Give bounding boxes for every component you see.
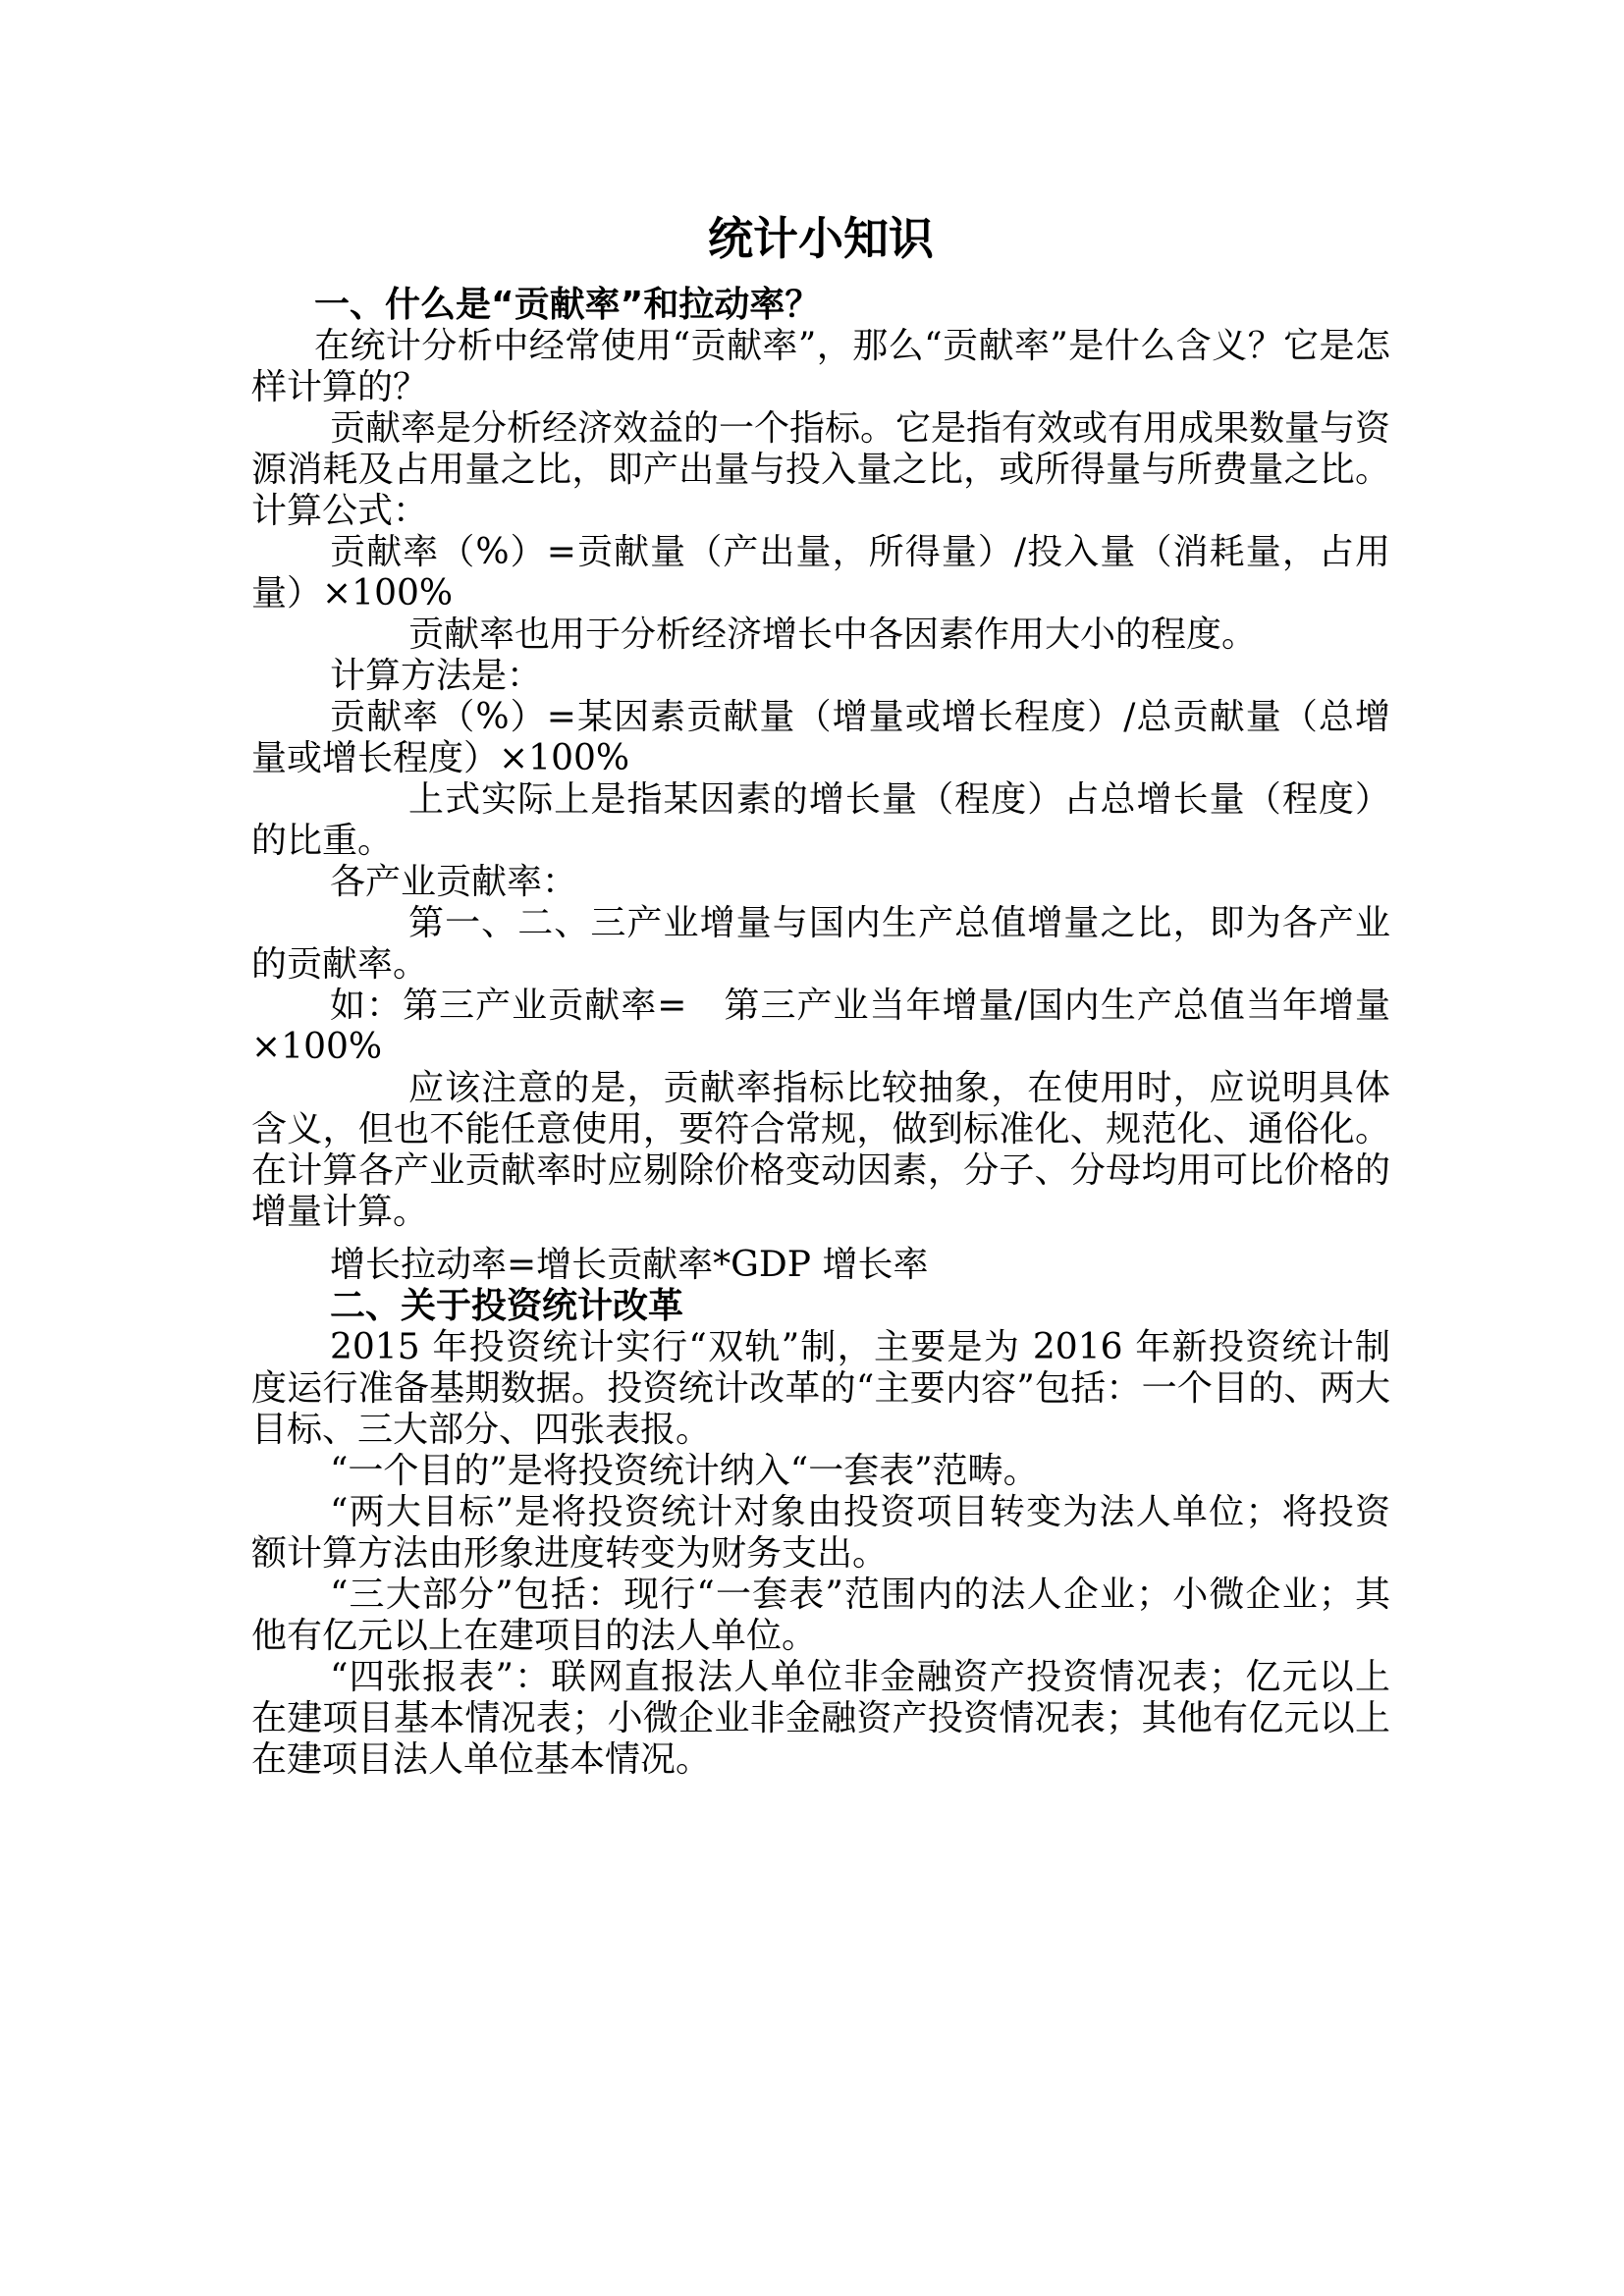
paragraph: 在统计分析中经常使用“贡献率”，那么“贡献率”是什么含义？它是怎样计算的？ [251, 326, 1390, 407]
paragraph: “两大目标”是将投资统计对象由投资项目转变为法人单位；将投资额计算方法由形象进度转变为财务支出。 [251, 1492, 1390, 1574]
paragraph: 如：第三产业贡献率= 第三产业当年增量/国内生产总值当年增量×100% [251, 986, 1390, 1067]
document-title: 统计小知识 [708, 212, 934, 265]
document-page [251, 196, 1390, 1781]
paragraph: 计算方法是： [330, 656, 543, 696]
paragraph: 上式实际上是指某因素的增长量（程度）占总增长量（程度）的比重。 [251, 779, 1390, 861]
paragraph: 应该注意的是，贡献率指标比较抽象，在使用时，应说明具体含义，但也不能任意使用，要符合常规，做到标准化、规范化、通俗化。在计算各产业贡献率时应剔除价格变动因素，分子、分母均用可比价格的增量计算。 [251, 1068, 1390, 1232]
paragraph: “三大部分”包括：现行“一套表”范围内的法人企业；小微企业；其他有亿元以上在建项目的法人单位。 [251, 1575, 1390, 1656]
paragraph: 贡献率也用于分析经济增长中各因素作用大小的程度。 [408, 614, 1258, 655]
section2-heading: 二、关于投资统计改革 [330, 1286, 684, 1326]
paragraph: 贡献率（%）=某因素贡献量（增量或增长程度）/总贡献量（总增量或增长程度）×100% [251, 697, 1390, 778]
section1-heading: 一、什么是“贡献率”和拉动率？ [314, 285, 821, 325]
paragraph: 贡献率（%）=贡献量（产出量，所得量）/投入量（消耗量，占用量）×100% [251, 532, 1390, 614]
paragraph: 第一、二、三产业增量与国内生产总值增量之比，即为各产业的贡献率。 [251, 903, 1390, 985]
paragraph: 2015 年投资统计实行“双轨”制，主要是为 2016 年新投资统计制度运行准备基期数据。投资统计改革的“主要内容”包括：一个目的、两大目标、三大部分、四张表报。 [251, 1327, 1390, 1450]
paragraph: 增长拉动率=增长贡献率*GDP 增长率 [330, 1245, 929, 1285]
paragraph: “一个目的”是将投资统计纳入“一套表”范畴。 [330, 1451, 1039, 1491]
paragraph: 贡献率是分析经济效益的一个指标。它是指有效或有用成果数量与资源消耗及占用量之比，即产出量与投入量之比，或所得量与所费量之比。计算公式： [251, 408, 1391, 531]
paragraph: “四张报表”：联网直报法人单位非金融资产投资情况表；亿元以上在建项目基本情况表；小微企业非金融资产投资情况表；其他有亿元以上在建项目法人单位基本情况。 [251, 1657, 1390, 1780]
paragraph: 各产业贡献率： [330, 862, 578, 902]
